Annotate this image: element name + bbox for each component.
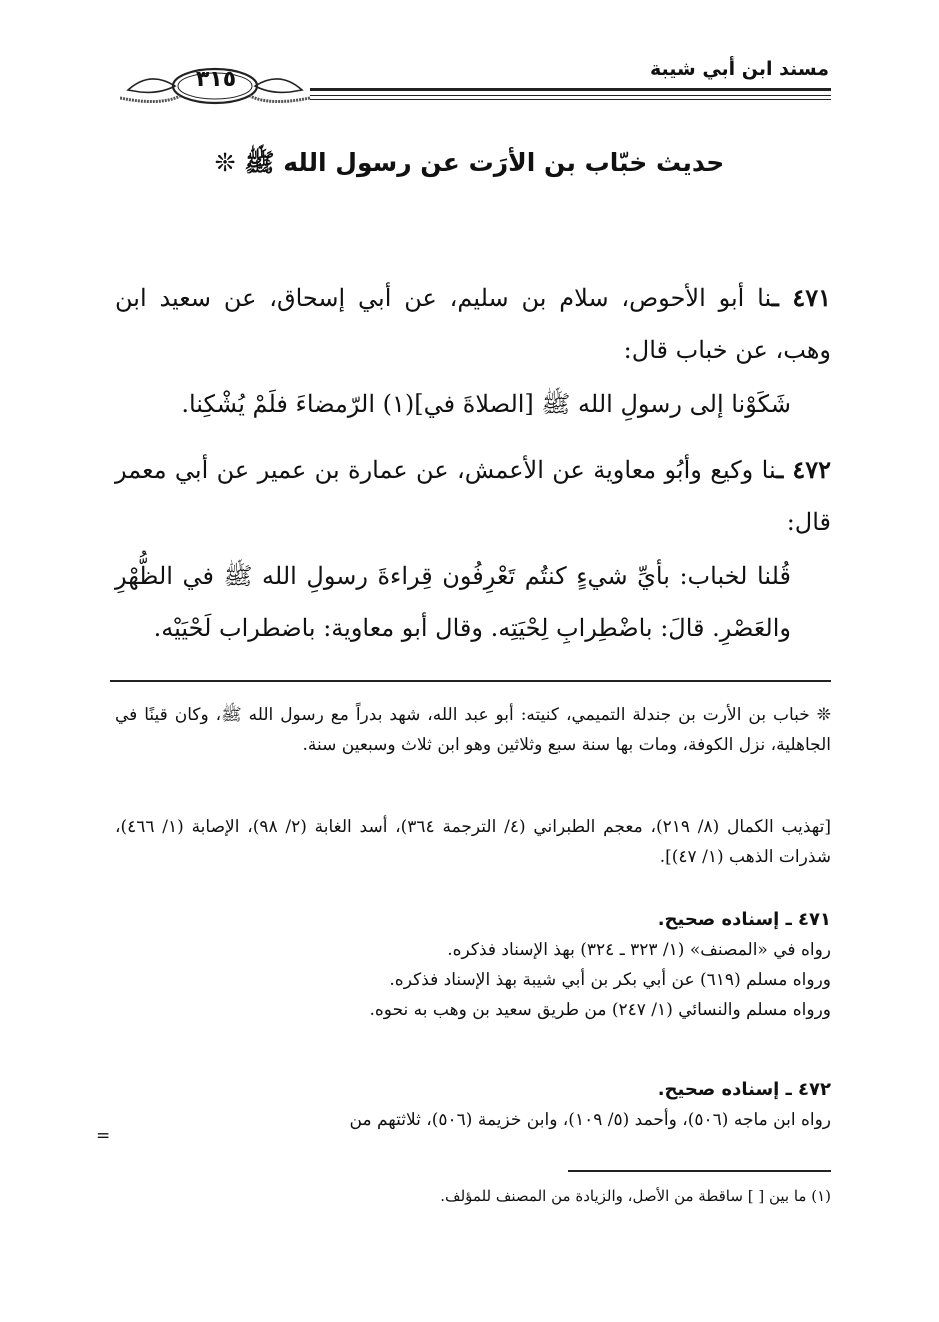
note-heading: ٤٧١ ـ إسناده صحيح. — [657, 909, 831, 930]
hadith-472-isnad — [115, 444, 831, 548]
note-472 — [115, 1075, 831, 1135]
note-line: ورواه مسلم (٦١٩) عن أبي بكر بن أبي شيبة بهذ الإسناد فذكره. — [389, 970, 831, 990]
note-471 — [115, 905, 831, 1025]
isnad-text: نا أبو الأحوص، سلام بن سليم، عن أبي إسحاق، عن سعيد ابن وهب، عن خباب قال: — [115, 284, 831, 364]
commentary-separator — [110, 680, 831, 682]
note-heading: ٤٧٢ ـ إسناده صحيح. — [657, 1079, 831, 1100]
note-line: رواه ابن ماجه (٥٠٦)، وأحمد (٥/ ١٠٩)، وابن خزيمة (٥٠٦)، ثلاثتهم من — [349, 1110, 831, 1130]
narrator-biography: ❊ خباب بن الأرت بن جندلة التميمي، كنيته: أبو عبد الله، شهد بدراً مع رسول الله ﷺ، وكان قينًا في الجاهلية، نزل الكوفة، ومات بها سنة سبع وثلاثين وهو ابن ثلاث وسبعين سنة. — [115, 705, 831, 755]
biography-references: [تهذيب الكمال (٨/ ٢١٩)، معجم الطبراني (٤/ الترجمة ٣٦٤)، أسد الغابة (٢/ ٩٨)، الإصابة (١/ ٤٦٦)، شذرات الذهب (١/ ٤٧)]. — [115, 817, 831, 867]
note-line: ورواه مسلم والنسائي (١/ ٢٤٧) من طريق سعيد بن وهب به نحوه. — [369, 1000, 831, 1020]
note-line: رواه في «المصنف» (١/ ٣٢٣ ـ ٣٢٤) بهذ الإسناد فذكره. — [447, 940, 831, 960]
hadith-471-isnad — [115, 272, 831, 376]
chapter-heading: حديث خبّاب بن الأرَت عن رسول الله ﷺ ❊ — [214, 148, 725, 177]
matn-text: شَكَوْنا إلى رسولِ الله ﷺ [الصلاةَ في](١) الرّمضاءَ فلَمْ يُشْكِنا. — [181, 390, 791, 418]
continuation-mark: = — [96, 1126, 111, 1146]
hadith-471-matn — [115, 378, 831, 430]
matn-text: قُلنا لخباب: بأيِّ شيءٍ كنتُم تَعْرِفُون قِراءةَ رسولِ الله ﷺ في الظُّهْرِ والعَصْرِ. قالَ: باضْطِرابِ لِحْيَتِه. وقال أبو معاوية: باضطراب لَحْيَيْه. — [115, 562, 791, 642]
running-title: مسند ابن أبي شيبة — [649, 58, 829, 80]
footnote-separator — [568, 1170, 831, 1172]
hadith-number: ٤٧١ ـ — [771, 283, 831, 312]
page-number: ٣١٥ — [195, 67, 237, 92]
header-rule — [310, 95, 831, 96]
isnad-text: نا وكيع وأبُو معاوية عن الأعمش، عن عمارة بن عمير عن أبي معمر قال: — [115, 456, 831, 536]
hadith-number: ٤٧٢ ـ — [776, 455, 832, 484]
hadith-472-matn — [115, 550, 831, 654]
footnote: (١) ما بين [ ] ساقطة من الأصل، والزيادة من المصنف للمؤلف. — [440, 1187, 831, 1205]
header-rule — [310, 88, 831, 91]
header-rule — [310, 99, 831, 100]
